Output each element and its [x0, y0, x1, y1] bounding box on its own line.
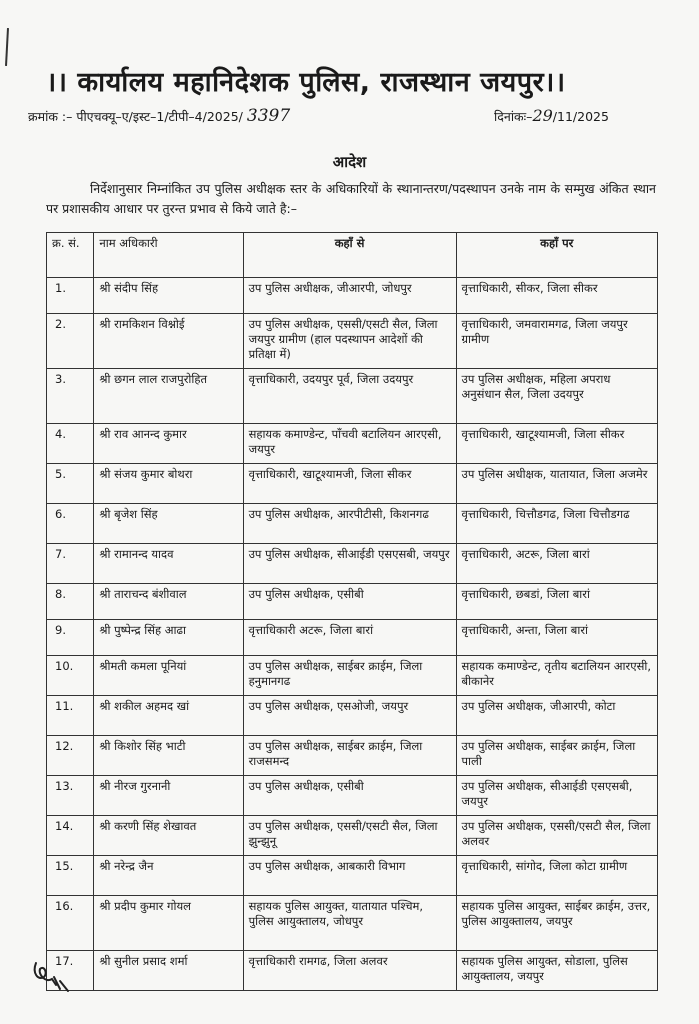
from-cell: उप पुलिस अधीक्षक, आबकारी विभाग: [243, 856, 456, 896]
officer-name-cell: श्री संदीप सिंह: [94, 278, 243, 314]
to-cell: उप पुलिस अधीक्षक, यातायात, जिला अजमेर: [456, 464, 657, 504]
header-officer-name: नाम अधिकारी: [94, 233, 243, 278]
table-row: [47, 504, 658, 544]
from-cell: उप पुलिस अधीक्षक, एसीबी: [243, 584, 456, 620]
serial-cell: 16.: [47, 896, 94, 951]
from-cell: उप पुलिस अधीक्षक, एसीबी: [243, 776, 456, 816]
table-row: [47, 856, 658, 896]
table-row: [47, 776, 658, 816]
serial-cell: 10.: [47, 656, 94, 696]
officer-name-cell: श्री संजय कुमार बोथरा: [94, 464, 243, 504]
table-row: [47, 736, 658, 776]
serial-cell: 12.: [47, 736, 94, 776]
handwritten-initials: [30, 955, 76, 995]
to-cell: वृत्ताधिकारी, खाटूश्यामजी, जिला सीकर: [456, 424, 657, 464]
table-row: [47, 314, 658, 369]
from-cell: उप पुलिस अधीक्षक, एससी/एसटी सैल, जिला जयपुर ग्रामीण (हाल पदस्थापन आदेशों की प्रतिक्षा में): [243, 314, 456, 369]
serial-cell: 7.: [47, 544, 94, 584]
to-cell: वृत्ताधिकारी, छबडां, जिला बारां: [456, 584, 657, 620]
to-cell: वृत्ताधिकारी, अन्ता, जिला बारां: [456, 620, 657, 656]
table-row: [47, 816, 658, 856]
reference-code: पीएचक्यू–ए/इस्ट–1/टीपी–4/2025/: [76, 109, 243, 124]
officer-name-cell: श्री किशोर सिंह भाटी: [94, 736, 243, 776]
serial-cell: 3.: [47, 369, 94, 424]
serial-cell: 13.: [47, 776, 94, 816]
from-cell: वृत्ताधिकारी रामगढ, जिला अलवर: [243, 951, 456, 991]
date-month-year: /11/2025: [552, 109, 609, 124]
to-cell: वृत्ताधिकारी, चित्तौडगढ, जिला चित्तौडगढ: [456, 504, 657, 544]
to-cell: उप पुलिस अधीक्षक, जीआरपी, कोटा: [456, 696, 657, 736]
officer-name-cell: श्री राव आनन्द कुमार: [94, 424, 243, 464]
transfer-table: [46, 232, 658, 991]
from-cell: उप पुलिस अधीक्षक, एसओजी, जयपुर: [243, 696, 456, 736]
from-cell: सहायक कमाण्डेन्ट, पाँचवी बटालियन आरएसी, जयपुर: [243, 424, 456, 464]
officer-name-cell: श्री प्रदीप कुमार गोयल: [94, 896, 243, 951]
table-row: [47, 544, 658, 584]
officer-name-cell: श्री रामानन्द यादव: [94, 544, 243, 584]
officer-name-cell: श्री नरेन्द्र जैन: [94, 856, 243, 896]
date-line: [494, 106, 609, 125]
table-row: [47, 896, 658, 951]
reference-number: 3397: [246, 106, 291, 126]
reference-label: क्रमांक :–: [28, 109, 73, 124]
to-cell: सहायक पुलिस आयुक्त, सोडाला, पुलिस आयुक्तालय, जयपुर: [456, 951, 657, 991]
officer-name-cell: श्री बृजेश सिंह: [94, 504, 243, 544]
header-serial: क्र. सं.: [47, 233, 94, 278]
table-row: [47, 951, 658, 991]
from-cell: उप पुलिस अधीक्षक, एससी/एसटी सैल, जिला झुन्झुनू: [243, 816, 456, 856]
from-cell: सहायक पुलिस आयुक्त, यातायात पश्चिम, पुलिस आयुक्तालय, जोधपुर: [243, 896, 456, 951]
table-row: [47, 369, 658, 424]
serial-cell: 1.: [47, 278, 94, 314]
to-cell: उप पुलिस अधीक्षक, सीआईडी एसएसबी, जयपुर: [456, 776, 657, 816]
to-cell: उप पुलिस अधीक्षक, एससी/एसटी सैल, जिला अलवर: [456, 816, 657, 856]
date-day: 29: [532, 106, 553, 125]
serial-cell: 17.: [47, 951, 94, 991]
serial-cell: 4.: [47, 424, 94, 464]
serial-cell: 9.: [47, 620, 94, 656]
to-cell: वृत्ताधिकारी, सीकर, जिला सीकर: [456, 278, 657, 314]
office-heading: ।। कार्यालय महानिदेशक पुलिस, राजस्थान जयपुर।।: [46, 67, 566, 98]
order-intro-paragraph: निर्देशानुसार निम्नांकित उप पुलिस अधीक्षक स्तर के अधिकारियों के स्थानान्तरण/पदस्थापन उनके नाम के सम्मुख अंकित स्थान पर प्रशासकीय आधार पर तुरन्त प्रभाव से किये जाते है:–: [46, 181, 656, 216]
table-row: [47, 464, 658, 504]
table-row: [47, 696, 658, 736]
officer-name-cell: श्री शकील अहमद खां: [94, 696, 243, 736]
serial-cell: 11.: [47, 696, 94, 736]
reference-line: [28, 106, 290, 126]
table-row: [47, 584, 658, 620]
to-cell: सहायक पुलिस आयुक्त, साईबर क्राईम, उत्तर, पुलिस आयुक्तालय, जयपुर: [456, 896, 657, 951]
serial-cell: 2.: [47, 314, 94, 369]
officer-name-cell: श्री पुष्पेन्द्र सिंह आढा: [94, 620, 243, 656]
to-cell: वृत्ताधिकारी, सांगोद, जिला कोटा ग्रामीण: [456, 856, 657, 896]
to-cell: उप पुलिस अधीक्षक, साईबर क्राईम, जिला पाली: [456, 736, 657, 776]
from-cell: उप पुलिस अधीक्षक, सीआईडी एसएसबी, जयपुर: [243, 544, 456, 584]
table-row: [47, 656, 658, 696]
serial-cell: 6.: [47, 504, 94, 544]
order-title: आदेश: [332, 153, 367, 171]
officer-name-cell: श्री करणी सिंह शेखावत: [94, 816, 243, 856]
to-cell: वृत्ताधिकारी, अटरू, जिला बारां: [456, 544, 657, 584]
from-cell: वृत्ताधिकारी, खाटूश्यामजी, जिला सीकर: [243, 464, 456, 504]
to-cell: सहायक कमाण्डेन्ट, तृतीय बटालियन आरएसी, बीकानेर: [456, 656, 657, 696]
from-cell: उप पुलिस अधीक्षक, आरपीटीसी, किशनगढ: [243, 504, 456, 544]
table-header-row: [47, 233, 658, 278]
serial-cell: 14.: [47, 816, 94, 856]
from-cell: उप पुलिस अधीक्षक, साईबर क्राईम, जिला राजसमन्द: [243, 736, 456, 776]
from-cell: वृत्ताधिकारी अटरू, जिला बारां: [243, 620, 456, 656]
from-cell: उप पुलिस अधीक्षक, साईबर क्राईम, जिला हनुमानगढ: [243, 656, 456, 696]
margin-pen-mark: [5, 28, 9, 66]
from-cell: वृत्ताधिकारी, उदयपुर पूर्व, जिला उदयपुर: [243, 369, 456, 424]
officer-name-cell: श्री सुनील प्रसाद शर्मा: [94, 951, 243, 991]
officer-name-cell: श्री रामकिशन विश्नोई: [94, 314, 243, 369]
to-cell: उप पुलिस अधीक्षक, महिला अपराध अनुसंधान सैल, जिला उदयपुर: [456, 369, 657, 424]
header-to: कहाँ पर: [456, 233, 657, 278]
header-from: कहाँ से: [243, 233, 456, 278]
serial-cell: 8.: [47, 584, 94, 620]
officer-name-cell: श्री छगन लाल राजपुरोहित: [94, 369, 243, 424]
officer-name-cell: श्री नीरज गुरनानी: [94, 776, 243, 816]
table-row: [47, 620, 658, 656]
officer-name-cell: श्री ताराचन्द बंशीवाल: [94, 584, 243, 620]
from-cell: उप पुलिस अधीक्षक, जीआरपी, जोधपुर: [243, 278, 456, 314]
officer-name-cell: श्रीमती कमला पूनियां: [94, 656, 243, 696]
table-row: [47, 424, 658, 464]
serial-cell: 15.: [47, 856, 94, 896]
date-label: दिनांकः–: [494, 109, 533, 124]
serial-cell: 5.: [47, 464, 94, 504]
table-row: [47, 278, 658, 314]
to-cell: वृत्ताधिकारी, जमवारामगढ, जिला जयपुर ग्रामीण: [456, 314, 657, 369]
